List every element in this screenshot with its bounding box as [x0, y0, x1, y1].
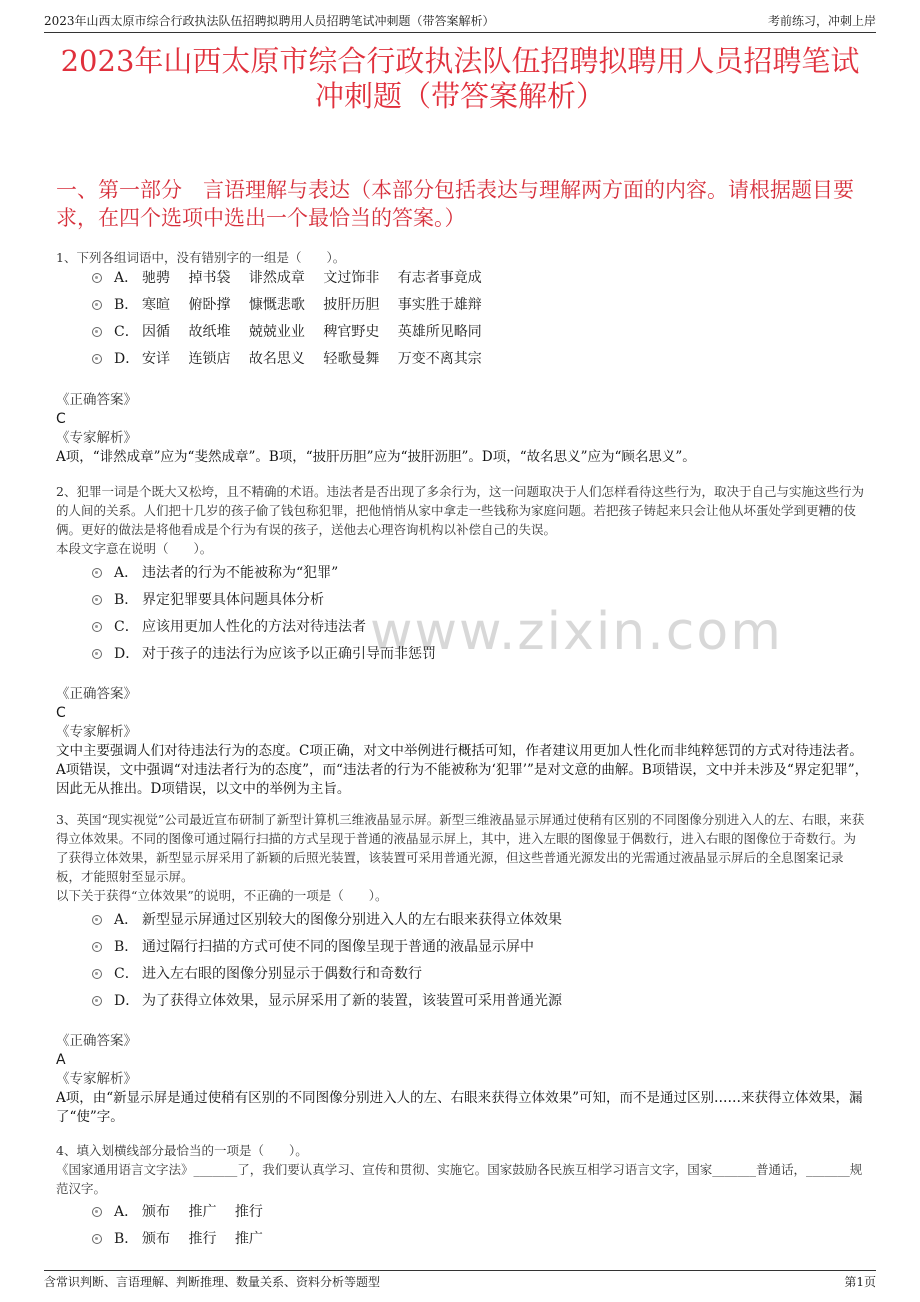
radio-icon[interactable] — [92, 942, 102, 952]
question-passage: 3、英国“现实视觉”公司最近宣布研制了新型计算机三维液晶显示屏。新型三维液晶显示屏通过使稍有区别的不同图像分别进入人的左、右眼，来获得立体效果。不同的图像可通过隔行扫描的方式呈现于普通的液晶显示屏上，其中，进入左眼的图像显于偶数行，进入右眼的图像位于奇数行。为了获得立体效果，新型显示屏采用了新颖的后照光装置，该装置可采用普通光源，但这些普通光源发出的光需通过液晶显示屏后的全息图案记录板，才能照射至显示屏。 — [56, 812, 865, 884]
option-text: 寒暄 俯卧撑 慷慨悲歌 披肝历胆 事实胜于雄辩 — [142, 297, 482, 313]
option-a[interactable] — [92, 910, 852, 937]
answer-value: C — [56, 411, 66, 427]
option-text: 进入左右眼的图像分别显示于偶数行和奇数行 — [142, 966, 422, 982]
option-b[interactable] — [92, 590, 852, 617]
header-left-text: 2023年山西太原市综合行政执法队伍招聘拟聘用人员招聘笔试冲刺题（带答案解析） — [44, 14, 495, 28]
option-letter: D． — [114, 993, 140, 1009]
radio-icon[interactable] — [92, 568, 102, 578]
option-letter: B． — [114, 1231, 139, 1247]
answer-value: C — [56, 705, 66, 721]
option-text: 界定犯罪要具体问题具体分析 — [142, 592, 324, 608]
option-letter: D． — [114, 351, 140, 367]
analysis-label: 《专家解析》 — [56, 430, 137, 446]
question-text: 1、下列各组词语中，没有错别字的一组是（ ）。 — [56, 250, 346, 265]
option-d[interactable] — [92, 349, 852, 376]
option-d[interactable] — [92, 991, 852, 1018]
option-letter: B． — [114, 592, 139, 608]
option-text: 驰骋 掉书袋 诽然成章 文过饰非 有志者事竟成 — [142, 270, 482, 286]
radio-icon[interactable] — [92, 915, 102, 925]
question-text: 以下关于获得“立体效果”的说明，不正确的一项是（ ）。 — [56, 888, 388, 903]
option-text: 安详 连锁店 故名思义 轻歌曼舞 万变不离其宗 — [142, 351, 482, 367]
analysis-text: A项，“诽然成章”应为“斐然成章”。B项，“披肝历胆”应为“披肝沥胆”。D项，“故名思义”应为“顾名思义”。 — [56, 449, 696, 465]
analysis-text: A项，由“新显示屏是通过使稍有区别的不同图像分别进入人的左、右眼来获得立体效果”可知，而不是通过区别……来获得立体效果，漏了“使”字。 — [56, 1090, 863, 1125]
option-text: 因循 故纸堆 兢兢业业 稗官野史 英雄所见略同 — [142, 324, 482, 340]
option-letter: C． — [114, 966, 139, 982]
option-letter: B． — [114, 297, 139, 313]
question-text: 4、填入划横线部分最恰当的一项是（ ）。 — [56, 1143, 308, 1158]
section-heading: 一、第一部分 言语理解与表达（本部分包括表达与理解两方面的内容。请根据题目要求，在四个选项中选出一个最恰当的答案。） — [56, 178, 854, 230]
option-c[interactable] — [92, 322, 852, 349]
radio-icon[interactable] — [92, 273, 102, 283]
question-1-options — [92, 268, 852, 376]
option-letter: A． — [114, 1204, 139, 1220]
option-text: 颁布 推广 推行 — [142, 1204, 263, 1220]
option-a[interactable] — [92, 563, 852, 590]
radio-icon[interactable] — [92, 622, 102, 632]
option-letter: A． — [114, 565, 139, 581]
radio-icon[interactable] — [92, 969, 102, 979]
option-letter: B． — [114, 939, 139, 955]
option-letter: A． — [114, 270, 139, 286]
question-2-answer-block — [56, 685, 870, 799]
question-passage: 2、犯罪一词是个既大又松垮，且不精确的术语。违法者是否出现了多余行为，这一问题取决于人们怎样看待这些行为，取决于自己与实施这些行为的人间的关系。人们把十几岁的孩子偷了钱包称犯罪，把他悄悄从家中拿走一些钱称为家庭问题。若把孩子铸起来只会让他从坏蛋处学到更糟的伎俩。更好的做法是将他看成是个行为有误的孩子，送他去心理咨询机构以补偿自己的失误。 — [56, 484, 864, 537]
radio-icon[interactable] — [92, 300, 102, 310]
option-c[interactable] — [92, 617, 852, 644]
radio-icon[interactable] — [92, 595, 102, 605]
header-right-text: 考前练习，冲刺上岸 — [767, 14, 876, 28]
option-b[interactable] — [92, 1229, 852, 1256]
option-b[interactable] — [92, 295, 852, 322]
option-text: 对于孩子的违法行为应该予以正确引导而非惩罚 — [142, 646, 436, 662]
question-2-options — [92, 563, 852, 671]
radio-icon[interactable] — [92, 1234, 102, 1244]
question-1-stem — [56, 248, 866, 267]
question-4-options — [92, 1202, 852, 1256]
option-c[interactable] — [92, 964, 852, 991]
option-a[interactable] — [92, 268, 852, 295]
page-number: 第1页 — [844, 1275, 876, 1289]
question-3-options — [92, 910, 852, 1018]
option-letter: C． — [114, 324, 139, 340]
analysis-label: 《专家解析》 — [56, 1071, 137, 1087]
question-text: 本段文字意在说明（ ）。 — [56, 541, 213, 556]
option-text: 颁布 推行 推广 — [142, 1231, 263, 1247]
radio-icon[interactable] — [92, 327, 102, 337]
question-1-answer-block — [56, 391, 870, 467]
analysis-text: 文中主要强调人们对待违法行为的态度。C项正确，对文中举例进行概括可知，作者建议用更加人性化而非纯粹惩罚的方式对待违法者。A项错误，文中强调“对违法者行为的态度”，而“违法者的行为不能被称为‘犯罪’”是对文意的曲解。B项错误，文中并未涉及“界定犯罪”，因此无从推出。D项错误，以文中的举例为主旨。 — [56, 743, 869, 797]
radio-icon[interactable] — [92, 354, 102, 364]
watermark: www.zixin.com — [370, 602, 783, 662]
option-text: 新型显示屏通过区别较大的图像分别进入人的左右眼来获得立体效果 — [142, 912, 562, 928]
answer-label: 《正确答案》 — [56, 686, 137, 702]
option-text: 应该用更加人性化的方法对待违法者 — [142, 619, 366, 635]
option-text: 通过隔行扫描的方式可使不同的图像呈现于普通的液晶显示屏中 — [142, 939, 534, 955]
question-passage: 《国家通用语言文字法》_______了，我们要认真学习、宣传和贯彻、实施它。国家鼓励各民族互相学习语言文字，国家_______普通话，_______规范汉字。 — [56, 1162, 863, 1196]
footer-left-text: 含常识判断、言语理解、判断推理、数量关系、资料分析等题型 — [44, 1275, 381, 1289]
page-header — [44, 10, 876, 33]
question-3-stem — [56, 810, 866, 905]
answer-value: A — [56, 1052, 66, 1068]
answer-label: 《正确答案》 — [56, 1033, 137, 1049]
option-letter: C． — [114, 619, 139, 635]
option-letter: A． — [114, 912, 139, 928]
option-text: 为了获得立体效果，显示屏采用了新的装置，该装置可采用普通光源 — [142, 993, 562, 1009]
option-b[interactable] — [92, 937, 852, 964]
answer-label: 《正确答案》 — [56, 392, 137, 408]
option-text: 违法者的行为不能被称为“犯罪” — [142, 565, 339, 581]
radio-icon[interactable] — [92, 996, 102, 1006]
question-4-stem — [56, 1141, 866, 1198]
radio-icon[interactable] — [92, 649, 102, 659]
question-2-stem — [56, 482, 866, 558]
document-title: 2023年山西太原市综合行政执法队伍招聘拟聘用人员招聘笔试冲刺题（带答案解析） — [60, 44, 860, 113]
option-d[interactable] — [92, 644, 852, 671]
option-a[interactable] — [92, 1202, 852, 1229]
option-letter: D． — [114, 646, 140, 662]
radio-icon[interactable] — [92, 1207, 102, 1217]
page-footer — [44, 1270, 876, 1293]
analysis-label: 《专家解析》 — [56, 724, 137, 740]
question-3-answer-block — [56, 1032, 870, 1127]
